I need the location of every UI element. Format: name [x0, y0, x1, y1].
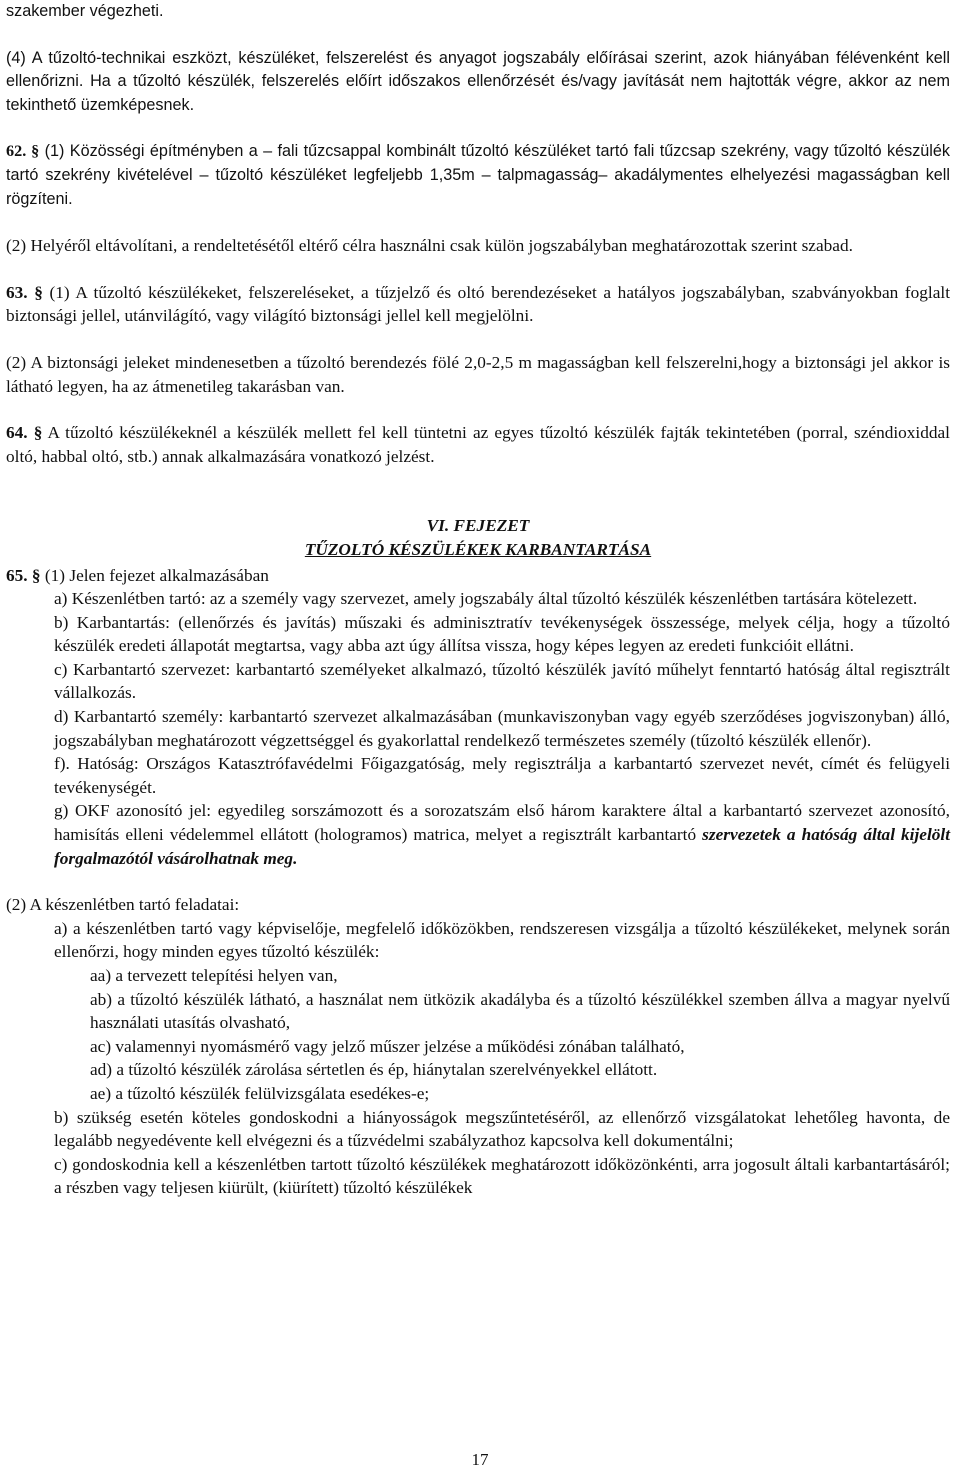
definition-g-emphasis: szervezetek a hatóság által kijelölt forgalmazótól vásárolhatnak meg. — [54, 825, 950, 868]
section-64-number: 64. § — [6, 423, 43, 443]
section-63-number: 63. § — [6, 282, 43, 302]
definition-c: c) Karbantartó szervezet: karbantartó személyeket alkalmazó, tűzoltó készülék javító műhelyt fenntartó hatóság által regisztrált vállalkozás. — [54, 659, 950, 703]
section-62-number: 62. § — [6, 142, 40, 161]
definition-d: d) Karbantartó személy: karbantartó szervezet alkalmazásában (munkaviszonyban vagy egyéb szerződéses jogviszonyban) álló, jogszabályban meghatározott végzettséggel és gyakorlattal rendelkező természetes személy (tűzoltó készülék ellenőr). — [54, 707, 950, 750]
section-65-text-1: (1) Jelen fejezet alkalmazásában — [44, 565, 269, 585]
definition-a: a) Készenlétben tartó: az a személy vagy szervezet, amely jogszabály által tűzoltó készülék készenlétben tartására kötelezett. — [54, 589, 918, 609]
chapter-title: TŰZOLTÓ KÉSZÜLÉKEK KARBANTARTÁSA — [304, 539, 652, 559]
section-64-paragraph — [6, 421, 950, 468]
duty-c: c) gondoskodnia kell a készenlétben tartott tűzoltó készülékek meghatározott időközönkénti, arra jogosult általi karbantartásáról; a részben vagy teljesen kiürült, (kiürített) tűzoltó készülékek — [54, 1154, 950, 1198]
duty-ae: ae) a tűzoltó készülék felülvizsgálata esedékes-e; — [90, 1083, 430, 1103]
section-65-paragraph-2: (2) A készenlétben tartó feladatai: — [6, 895, 240, 915]
continuation-line: szakember végezheti. — [6, 2, 164, 20]
page-number: 17 — [471, 1450, 489, 1469]
document-page — [6, 0, 950, 1200]
chapter-number: VI. FEJEZET — [426, 516, 530, 536]
paragraph-4: (4) A tűzoltó-technikai eszközt, készüléket, felszerelést és anyagot jogszabály előírásai szerint, azok hiányában félévenként kell ellenőrizni. Ha a tűzoltó készülék, felszerelés előírt időszakos ellenőrzését és/vagy javítását nem hajtották végre, akkor az nem tekinthető üzemképesnek. — [6, 48, 950, 114]
section-62-paragraph-2: (2) Helyéről eltávolítani, a rendeltetésétől eltérő célra használni csak külön jogszabályban meghatározottak szerint szabad. — [6, 236, 853, 256]
section-63-text-1: (1) A tűzoltó készülékeket, felszereléseket, a tűzjelző és oltó berendezéseket a hatályos jogszabályban, szabványokban foglalt biztonsági jellel, utánvilágító, vagy világító biztonsági jellel kell megjelölni. — [6, 282, 950, 326]
definition-b: b) Karbantartás: (ellenőrzés és javítás) műszaki és adminisztratív tevékenységek összessége, melyek célja, hogy a tűzoltó készülék eredeti állapotát megtartsa, vagy abba azt úgy állítsa vissza, hogy képes legyen az eredeti funkcióit ellátni. — [54, 612, 950, 656]
duty-ab: ab) a tűzoltó készülék látható, a használat nem ütközik akadályba és a tűzoltó készülékkel szemben állva a magyar nyelvű használati utasítás olvasható, — [90, 989, 950, 1033]
section-64-text: A tűzoltó készülékeknél a készülék mellett fel kell tüntetni az egyes tűzoltó készülék fajták tekintetében (porral, széndioxiddal oltó, habbal oltó, stb.) annak alkalmazására vonatkozó jelzést. — [6, 423, 950, 466]
definition-f: f). Hatóság: Országos Katasztrófavédelmi Főigazgatóság, mely regisztrálja a karbantartó szervezet nevét, címét és felügyeli tevékenységét. — [54, 754, 950, 797]
duty-aa: aa) a tervezett telepítési helyen van, — [90, 966, 338, 985]
duty-b: b) szükség esetén köteles gondoskodni a hiányosságok megszűntetéséről, az ellenőrző vizsgálatokat lehetőleg havonta, de legalább negyedévente kell elvégezni és a tűzvédelmi szabályzathoz kapcsolva kell dokumentálni; — [54, 1107, 950, 1151]
section-62-paragraph-1 — [6, 140, 950, 211]
section-63-paragraph-2: (2) A biztonsági jeleket mindenesetben a tűzoltó berendezés fölé 2,0-2,5 m magasságban kell felszerelni,hogy a biztonsági jel akkor is látható legyen, ha az átmenetileg takarásban van. — [6, 352, 950, 396]
duty-ac: ac) valamennyi nyomásmérő vagy jelző műszer jelzése a működési zónában található, — [90, 1036, 685, 1056]
section-65-number: 65. § — [6, 565, 41, 585]
duty-ad: ad) a tűzoltó készülék zárolása sértetlen és ép, hiánytalan szerelvényekkel ellátott. — [90, 1060, 658, 1080]
definition-g-text: g) OKF azonosító jel: egyedileg sorszámozott és a sorozatszám első három karaktere által a karbantartó szervezet azonosító, hamisítás elleni védelemmel ellátott (hologramos) matrica, melyet a regisztrált karbantartó — [54, 801, 950, 845]
duty-a: a) a készenlétben tartó vagy képviselője, megfelelő időközökben, rendszeresen vizsgálja a tűzoltó készülékeket, melynek során ellenőrzi, hogy minden egyes tűzoltó készülék: — [54, 918, 950, 962]
section-63-paragraph-1 — [6, 281, 950, 328]
definition-g — [6, 799, 950, 870]
section-62-text-1: (1) Közösségi építményben a – fali tűzcsappal kombinált tűzoltó készüléket tartó fali tűzcsap szekrény, vagy tűzoltó készülék tartó szekrény kivételével – tűzoltó készüléket legfeljebb 1,35m – talpmagasság– akadálymentes elhelyezési magasságban kell rögzíteni. — [6, 142, 950, 208]
section-65-paragraph-1 — [6, 564, 950, 588]
